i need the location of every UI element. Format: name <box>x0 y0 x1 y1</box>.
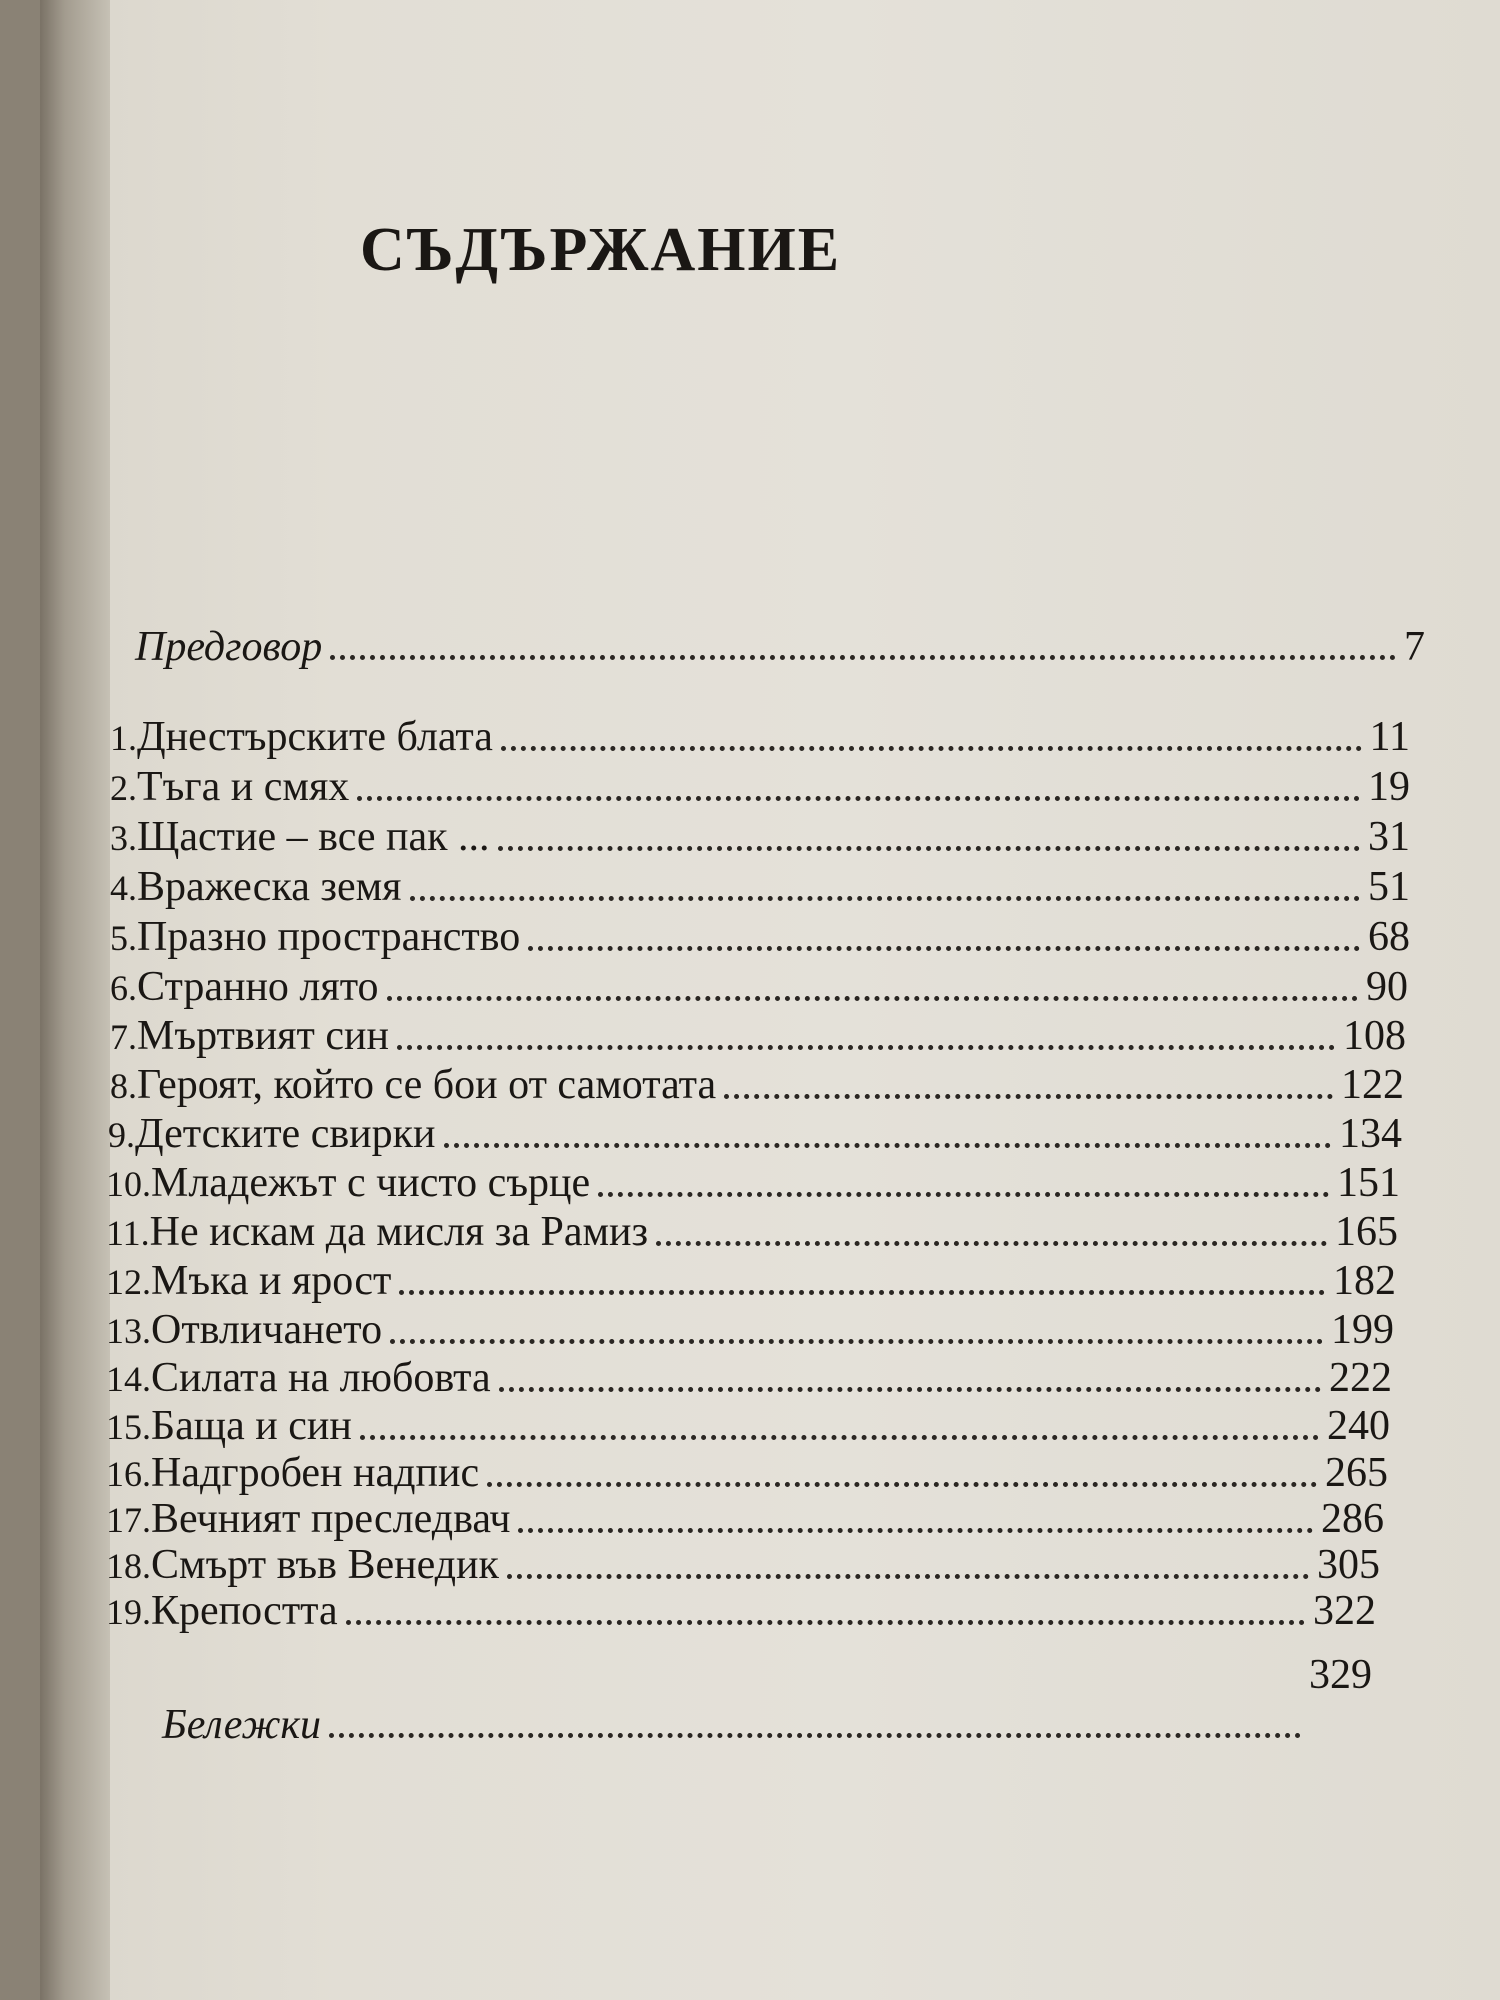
leader-dots <box>499 1387 1321 1392</box>
leader-dots <box>487 1482 1317 1487</box>
leader-dots <box>357 796 1360 801</box>
leader-dots <box>399 1290 1325 1295</box>
toc-entry-number: 12. <box>106 1262 151 1302</box>
toc-entry-13 <box>106 1305 1394 1356</box>
toc-entry-number: 6. <box>110 968 137 1008</box>
toc-entry-4 <box>110 862 1410 913</box>
leader-dots <box>330 655 1396 660</box>
toc-entry-label: Младежът с чисто сърце <box>151 1160 591 1206</box>
toc-entry-18 <box>106 1540 1380 1591</box>
toc-entry-label: Щастие – все пак ... <box>137 814 490 860</box>
toc-entry-page: 31 <box>1368 814 1410 860</box>
toc-entry-1 <box>110 712 1410 763</box>
toc-entry-page: 165 <box>1335 1209 1398 1255</box>
toc-entry-11 <box>106 1207 1398 1258</box>
toc-entry-12 <box>106 1256 1396 1307</box>
leader-dots <box>498 846 1360 851</box>
toc-entry-15 <box>106 1401 1390 1452</box>
toc-entry-number: 9. <box>108 1115 135 1155</box>
toc-entry-page: 329 <box>1309 1652 1372 1698</box>
toc-entry-number: 3. <box>110 818 137 858</box>
toc-entry-number: 1. <box>110 718 137 758</box>
toc-entry-page: 51 <box>1368 864 1410 910</box>
toc-entry-number: 17. <box>106 1500 151 1540</box>
toc-entry-number: 14. <box>106 1359 151 1399</box>
toc-entry-number: 18. <box>106 1546 151 1586</box>
toc-entry-number: 10. <box>106 1164 151 1204</box>
toc-entry-number: 8. <box>110 1066 137 1106</box>
toc-entry-page: 322 <box>1313 1588 1376 1634</box>
leader-dots <box>387 996 1359 1001</box>
leader-dots <box>346 1620 1305 1625</box>
toc-entry-number: 19. <box>106 1592 151 1632</box>
toc-entry-number: 13. <box>106 1311 151 1351</box>
toc-entry-page: 108 <box>1343 1013 1406 1059</box>
toc-entry-number: 4. <box>110 868 137 908</box>
toc-entry-7 <box>110 1011 1406 1062</box>
toc-entry-preface <box>135 622 1425 672</box>
toc-entry-label: Празно пространство <box>137 914 521 960</box>
leader-dots <box>390 1339 1323 1344</box>
toc-entry-number: 11. <box>106 1213 150 1253</box>
toc-entry-label: Героят, който се бои от самотата <box>137 1062 717 1108</box>
toc-entry-label: Странно лято <box>137 964 379 1010</box>
toc-entry-page: 68 <box>1368 914 1410 960</box>
leader-dots <box>360 1435 1319 1440</box>
leader-dots <box>518 1528 1313 1533</box>
page-title: СЪДЪРЖАНИЕ <box>360 216 842 284</box>
toc-entry-label: Отвличането <box>151 1307 383 1353</box>
toc-entry-2 <box>110 762 1410 813</box>
toc-entry-label: Мъка и ярост <box>151 1258 392 1304</box>
toc-entry-label: Баща и син <box>151 1403 352 1449</box>
toc-entry-page: 305 <box>1317 1542 1380 1588</box>
toc-entry-label: Крепостта <box>151 1588 338 1634</box>
toc-entry-label: Смърт във Венедик <box>151 1542 499 1588</box>
toc-entry-number: 5. <box>110 918 137 958</box>
toc-entry-17 <box>106 1494 1384 1545</box>
toc-entry-page: 151 <box>1337 1160 1400 1206</box>
leader-dots <box>507 1574 1309 1579</box>
leader-dots <box>397 1045 1335 1050</box>
toc-entry-label: Мъртвият син <box>137 1013 389 1059</box>
toc-entry-notes <box>162 1652 1372 1750</box>
leader-dots <box>410 896 1361 901</box>
toc-entry-label: Днестърските блата <box>137 714 493 760</box>
toc-entry-16 <box>106 1448 1388 1499</box>
toc-entry-page: 122 <box>1341 1062 1404 1108</box>
leader-dots <box>444 1143 1331 1148</box>
toc-entry-19 <box>106 1586 1376 1637</box>
leader-dots <box>724 1094 1333 1099</box>
toc-entry-label: Силата на любовта <box>151 1355 491 1401</box>
toc-entry-number: 7. <box>110 1017 137 1057</box>
leader-dots <box>528 946 1360 951</box>
toc-entry-3 <box>110 812 1410 863</box>
toc-entry-number: 2. <box>110 768 137 808</box>
toc-entry-page: 11 <box>1369 714 1410 760</box>
toc-entry-page: 182 <box>1333 1258 1396 1304</box>
toc-entry-page: 90 <box>1366 964 1408 1010</box>
toc-entry-page: 265 <box>1325 1450 1388 1496</box>
toc-entry-number: 16. <box>106 1454 151 1494</box>
toc-entry-page: 240 <box>1327 1403 1390 1449</box>
toc-entry-page: 286 <box>1321 1496 1384 1542</box>
toc-entry-14 <box>106 1353 1392 1404</box>
leader-dots <box>598 1192 1329 1197</box>
toc-entry-8 <box>110 1060 1404 1111</box>
toc-entry-label: Бележки <box>162 1702 322 1748</box>
toc-entry-page: 199 <box>1331 1307 1394 1353</box>
toc-entry-10 <box>106 1158 1400 1209</box>
toc-entry-5 <box>110 912 1410 963</box>
toc-entry-page: 134 <box>1339 1111 1402 1157</box>
toc-entry-label: Не искам да мисля за Рамиз <box>149 1209 649 1255</box>
toc-entry-label: Предговор <box>135 624 323 670</box>
toc-entry-label: Надгробен надпис <box>151 1450 480 1496</box>
leader-dots <box>501 746 1362 751</box>
leader-dots <box>329 1733 1301 1738</box>
toc-entry-label: Тъга и смях <box>137 764 350 810</box>
toc-entry-number: 15. <box>106 1407 151 1447</box>
toc-entry-page: 19 <box>1368 764 1410 810</box>
toc-entry-label: Вечният преследвач <box>151 1496 511 1542</box>
toc-entry-9 <box>108 1109 1402 1160</box>
toc-entry-page: 222 <box>1329 1355 1392 1401</box>
toc-entry-label: Вражеска земя <box>137 864 402 910</box>
toc-entry-label: Детските свирки <box>135 1111 436 1157</box>
toc-entry-page: 7 <box>1404 624 1425 670</box>
leader-dots <box>656 1241 1327 1246</box>
toc-entry-6 <box>110 962 1408 1013</box>
